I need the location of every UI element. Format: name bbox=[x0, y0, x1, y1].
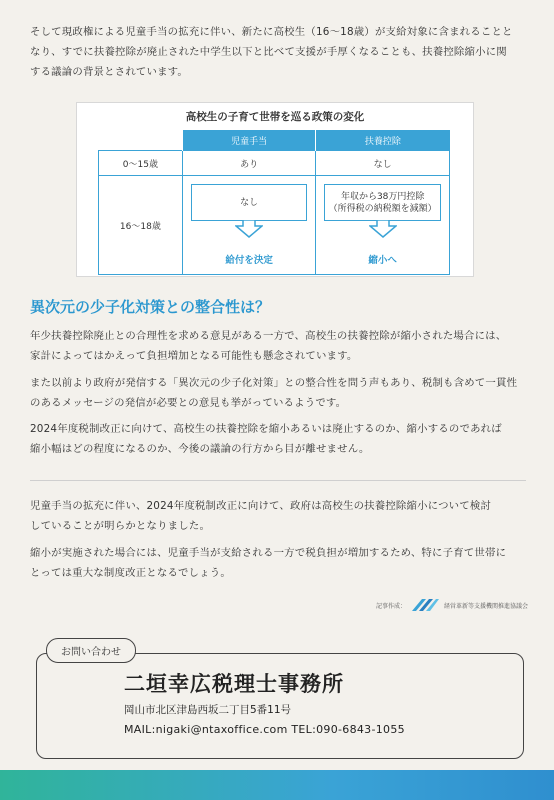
paragraph-line: 年少扶養控除廃止との合理性を求める意見がある一方で、高校生の扶養控除が縮小された場合には、 bbox=[30, 330, 507, 342]
credit-prefix: 記事作成： bbox=[375, 602, 406, 610]
result-text: 給付を決定 bbox=[225, 255, 273, 266]
row-label: 16～18歳 bbox=[99, 176, 183, 275]
header-dependent-deduction: 扶養控除 bbox=[316, 130, 450, 151]
summary-paragraph bbox=[30, 543, 530, 583]
box-text: なし bbox=[240, 197, 259, 208]
paragraph-line: のあるメッセージの発信が必要との意見も挙がっているようです。 bbox=[30, 397, 347, 409]
table-cell: なし bbox=[316, 151, 450, 176]
result-text: 縮小へ bbox=[368, 255, 397, 266]
paragraph-line: 児童手当の拡充に伴い、2024年度税制改正に向けて、政府は高校生の扶養控除縮小について検討 bbox=[30, 500, 492, 512]
paragraph-line: 縮小幅はどの程度になるのか、今後の議論の行方から目が離せません。 bbox=[30, 443, 370, 455]
box-text-line: 年収から38万円控除 bbox=[340, 191, 425, 202]
down-arrow-icon bbox=[369, 220, 397, 238]
figure-title: 高校生の子育て世帯を巡る政策の変化 bbox=[185, 111, 365, 123]
policy-table bbox=[98, 130, 450, 275]
down-arrow-icon bbox=[235, 220, 263, 238]
intro-line: する議論の背景とされています。 bbox=[30, 66, 189, 78]
row-label: 0～15歳 bbox=[99, 151, 183, 176]
paragraph bbox=[30, 326, 530, 366]
summary-paragraph bbox=[30, 496, 530, 536]
bottom-gradient-bar bbox=[0, 770, 554, 800]
office-address: 岡山市北区津島西坂二丁目5番11号 bbox=[124, 704, 292, 716]
table-cell bbox=[182, 176, 316, 275]
divider bbox=[30, 480, 526, 481]
office-name: 二垣幸広税理士事務所 bbox=[124, 672, 344, 696]
paragraph-line: 縮小が実施された場合には、児童手当が支給される一方で税負担が増加するため、特に子育て世帯に bbox=[30, 547, 507, 559]
header-child-allowance: 児童手当 bbox=[182, 130, 316, 151]
table-cell: あり bbox=[182, 151, 316, 176]
header-blank bbox=[99, 130, 183, 151]
before-box bbox=[324, 184, 441, 221]
credit-organization: 経営革新等支援機関推進協議会 bbox=[443, 602, 528, 610]
paragraph bbox=[30, 419, 530, 459]
before-box bbox=[191, 184, 308, 221]
table-header-row bbox=[99, 130, 450, 151]
contact-label: お問い合わせ bbox=[46, 638, 136, 663]
organization-logo-icon bbox=[410, 598, 440, 612]
intro-line: なり、すでに扶養控除が廃止された中学生以下と比べて支援が手厚くなることも、扶養控除縮小に関 bbox=[30, 46, 507, 58]
paragraph-line: していることが明らかとなりました。 bbox=[30, 520, 211, 532]
article-credit bbox=[376, 598, 528, 612]
table-cell bbox=[316, 176, 450, 275]
intro-line: そして現政権による児童手当の拡充に伴い、新たに高校生（16～18歳）が支給対象に含まれることと bbox=[30, 26, 513, 38]
paragraph-line: 家計によってはかえって負担増加となる可能性も懸念されています。 bbox=[30, 350, 358, 362]
table-row bbox=[99, 151, 450, 176]
policy-change-figure bbox=[76, 102, 474, 277]
intro-paragraph bbox=[30, 22, 526, 82]
section-heading: 異次元の少子化対策との整合性は？ bbox=[30, 298, 271, 316]
paragraph bbox=[30, 373, 530, 413]
paragraph-line: とっては重大な制度改正となるでしょう。 bbox=[30, 567, 231, 579]
mail-tel: MAIL:nigaki@ntaxoffice.com TEL:090-6843-1055 bbox=[124, 723, 405, 736]
table-row bbox=[99, 176, 450, 275]
paragraph-line: また以前より政府が発信する「異次元の少子化対策」との整合性を問う声もあり、税制も含めて一貫性 bbox=[30, 377, 518, 389]
paragraph-line: 2024年度税制改正に向けて、高校生の扶養控除を縮小あるいは廃止するのか、縮小するのであれば bbox=[30, 423, 502, 435]
box-text-line: （所得税の納税額を減額） bbox=[328, 203, 437, 214]
